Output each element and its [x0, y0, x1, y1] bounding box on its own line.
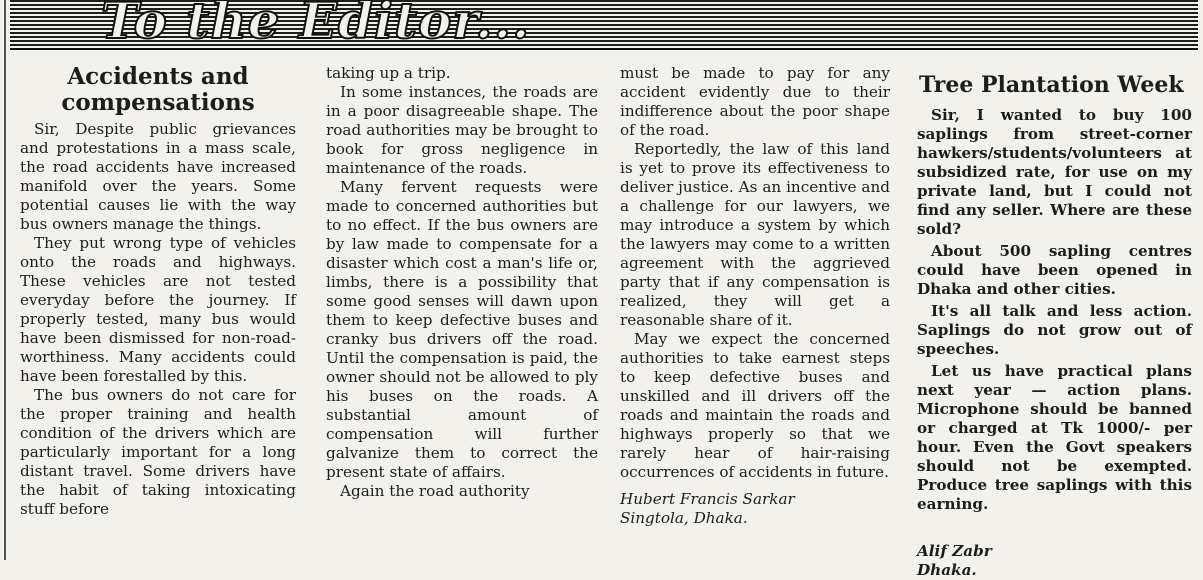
- signature-name: Alif Zabr: [917, 542, 992, 560]
- letter-1-signature: [620, 490, 890, 528]
- letter-2-paragraph: It's all talk and less action. Saplings do not grow out of speeches.: [917, 302, 1192, 358]
- letter-2-paragraph: Sir, I wanted to buy 100 saplings from street-corner hawkers/students/volunteers at subsidized rate, for use on my private land, but I could not find any seller. Where are these sold?: [917, 106, 1192, 238]
- letter-1-column-2: [326, 64, 598, 501]
- letter-2-signature: [917, 542, 1192, 580]
- letter-1-paragraph: Many fervent requests were made to concerned authorities but to no effect. If the bus owners are by law made to compensate for a disaster which cost a man's life or, limbs, there is a possibility that some good senses will dawn upon them to keep defective buses and cranky bus drivers off the road. Until the compensation is paid, the owner should not be allowed to ply his buses on the roads. A substantial amount of compensation will further galvanize them to correct the present state of affairs.: [326, 178, 598, 481]
- letter-1-column-3: [620, 64, 890, 528]
- letter-2-paragraph: Let us have practical plans next year — action plans. Microphone should be banned or charged at Tk 1000/- per hour. Even the Govt speakers should not be exempted. Produce tree saplings with this earning.: [917, 362, 1192, 513]
- letter-1-paragraph: They put wrong type of vehicles onto the roads and highways. These vehicles are not tested everyday before the journey. If properly tested, many bus would have been dismissed for non-road-worthiness. Many accidents could have been forestalled by this.: [20, 234, 296, 385]
- letter-1-paragraph: must be made to pay for any accident evidently due to their indifference about the poor shape of the road.: [620, 64, 890, 139]
- masthead-banner: [10, 0, 1198, 50]
- signature-name: Hubert Francis Sarkar: [620, 490, 795, 508]
- letter-1-paragraph: Again the road authority: [340, 482, 530, 500]
- letter-1-paragraph: In some instances, the roads are in a poor disagreeable shape. The road authorities may be brought to book for gross negligence in maintenance of the roads.: [326, 83, 598, 177]
- letter-1-paragraph: taking up a trip.: [326, 64, 451, 82]
- signature-place: Dhaka.: [917, 561, 977, 579]
- letter-1-headline: Accidents and compensations: [61, 63, 255, 116]
- signature-place: Singtola, Dhaka.: [620, 509, 748, 527]
- letter-2-paragraph: About 500 sapling centres could have been opened in Dhaka and other cities.: [917, 242, 1192, 298]
- letter-2-column: [917, 66, 1192, 580]
- letter-1-column-1: [20, 62, 296, 519]
- letter-1-paragraph: Sir, Despite public grievances and protestations in a mass scale, the road accidents have increased manifold over the years. Some potential causes lie with the way bus owners manage the things.: [20, 120, 296, 233]
- letter-1-paragraph: Reportedly, the law of this land is yet to prove its effectiveness to deliver justice. As an incentive and a challenge for our lawyers, we may introduce a system by which the lawyers may come to a written agreement with the aggrieved party that if any compensation is realized, they will get a reasonable share of it.: [620, 140, 890, 329]
- letter-2-headline: Tree Plantation Week: [919, 72, 1184, 98]
- page-border: [4, 0, 6, 560]
- letter-1-paragraph: May we expect the concerned authorities to take earnest steps to keep defective buses and unskilled and ill drivers off the roads and maintain the roads and highways properly so that we rarely hear of hair-raising occurrences of accidents in future.: [620, 330, 890, 481]
- letter-1-paragraph: The bus owners do not care for the proper training and health condition of the drivers which are particularly important for a long distant travel. Some drivers have the habit of taking intoxicating stuff before: [20, 386, 296, 518]
- section-title: To the Editor...: [101, 0, 531, 50]
